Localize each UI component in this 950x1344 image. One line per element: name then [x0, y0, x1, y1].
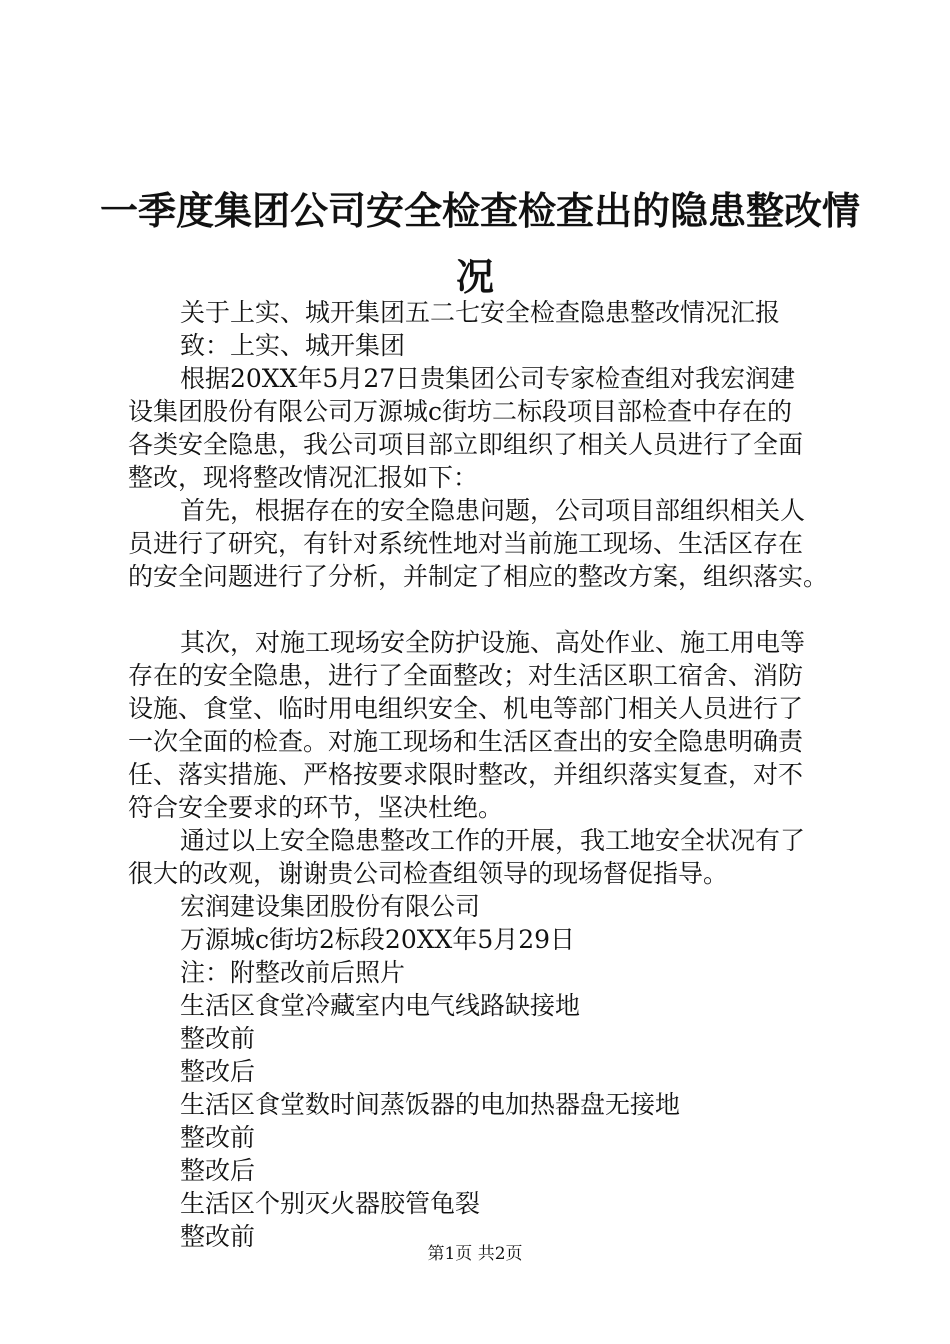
list-item: 整改后: [180, 1156, 256, 1185]
report-heading: 关于上实、城开集团五二七安全检查隐患整改情况汇报: [180, 298, 781, 327]
addressee: 致：上实、城开集团: [180, 331, 406, 360]
list-item: 整改前: [180, 1123, 256, 1152]
paragraph-gap: [128, 593, 848, 626]
signature-company: 宏润建设集团股份有限公司: [180, 892, 481, 921]
list-item: 整改前: [180, 1024, 256, 1053]
para4-line: 很大的改观，谢谢贵公司检查组领导的现场督促指导。: [128, 859, 729, 888]
document-body: [128, 296, 848, 1253]
list-item: 生活区个别灭火器胶管龟裂: [180, 1189, 481, 1218]
para2-line: 的安全问题进行了分析，并制定了相应的整改方案，组织落实。: [128, 562, 829, 591]
para3-line: 任、落实措施、严格按要求限时整改，并组织落实复查，对不: [128, 760, 804, 789]
list-item: 整改前: [180, 1222, 256, 1251]
list-item: 整改后: [180, 1057, 256, 1086]
para1-line: 根据20XX年5月27日贵集团公司专家检查组对我宏润建: [180, 364, 796, 393]
list-item: 生活区食堂数时间蒸饭器的电加热器盘无接地: [180, 1090, 681, 1119]
para3-line: 其次，对施工现场安全防护设施、高处作业、施工用电等: [180, 628, 806, 657]
list-item: 生活区食堂冷藏室内电气线路缺接地: [180, 991, 581, 1020]
para3-line: 存在的安全隐患，进行了全面整改；对生活区职工宿舍、消防: [128, 661, 804, 690]
para3-line: 符合安全要求的环节，坚决杜绝。: [128, 793, 504, 822]
title-line-1: 一季度集团公司安全检查检查出的隐患整改情: [100, 189, 861, 233]
photo-note: 注：附整改前后照片: [180, 958, 406, 987]
para4-line: 通过以上安全隐患整改工作的开展，我工地安全状况有了: [180, 826, 806, 855]
para1-line: 整改，现将整改情况汇报如下：: [128, 463, 479, 492]
para3-line: 设施、食堂、临时用电组织安全、机电等部门相关人员进行了: [128, 694, 804, 723]
para1-line: 设集团股份有限公司万源城c街坊二标段项目部检查中存在的: [128, 397, 793, 426]
para3-line: 一次全面的检查。对施工现场和生活区查出的安全隐患明确责: [128, 727, 804, 756]
para2-line: 首先，根据存在的安全隐患问题，公司项目部组织相关人: [180, 496, 806, 525]
page-footer: 第1页 共2页: [427, 1244, 523, 1264]
signature-date: 万源城c街坊2标段20XX年5月29日: [180, 925, 576, 954]
document-title: [100, 178, 861, 310]
para2-line: 员进行了研究，有针对系统性地对当前施工现场、生活区存在: [128, 529, 804, 558]
para1-line: 各类安全隐患，我公司项目部立即组织了相关人员进行了全面: [128, 430, 804, 459]
title-line-2: 况: [455, 255, 494, 299]
